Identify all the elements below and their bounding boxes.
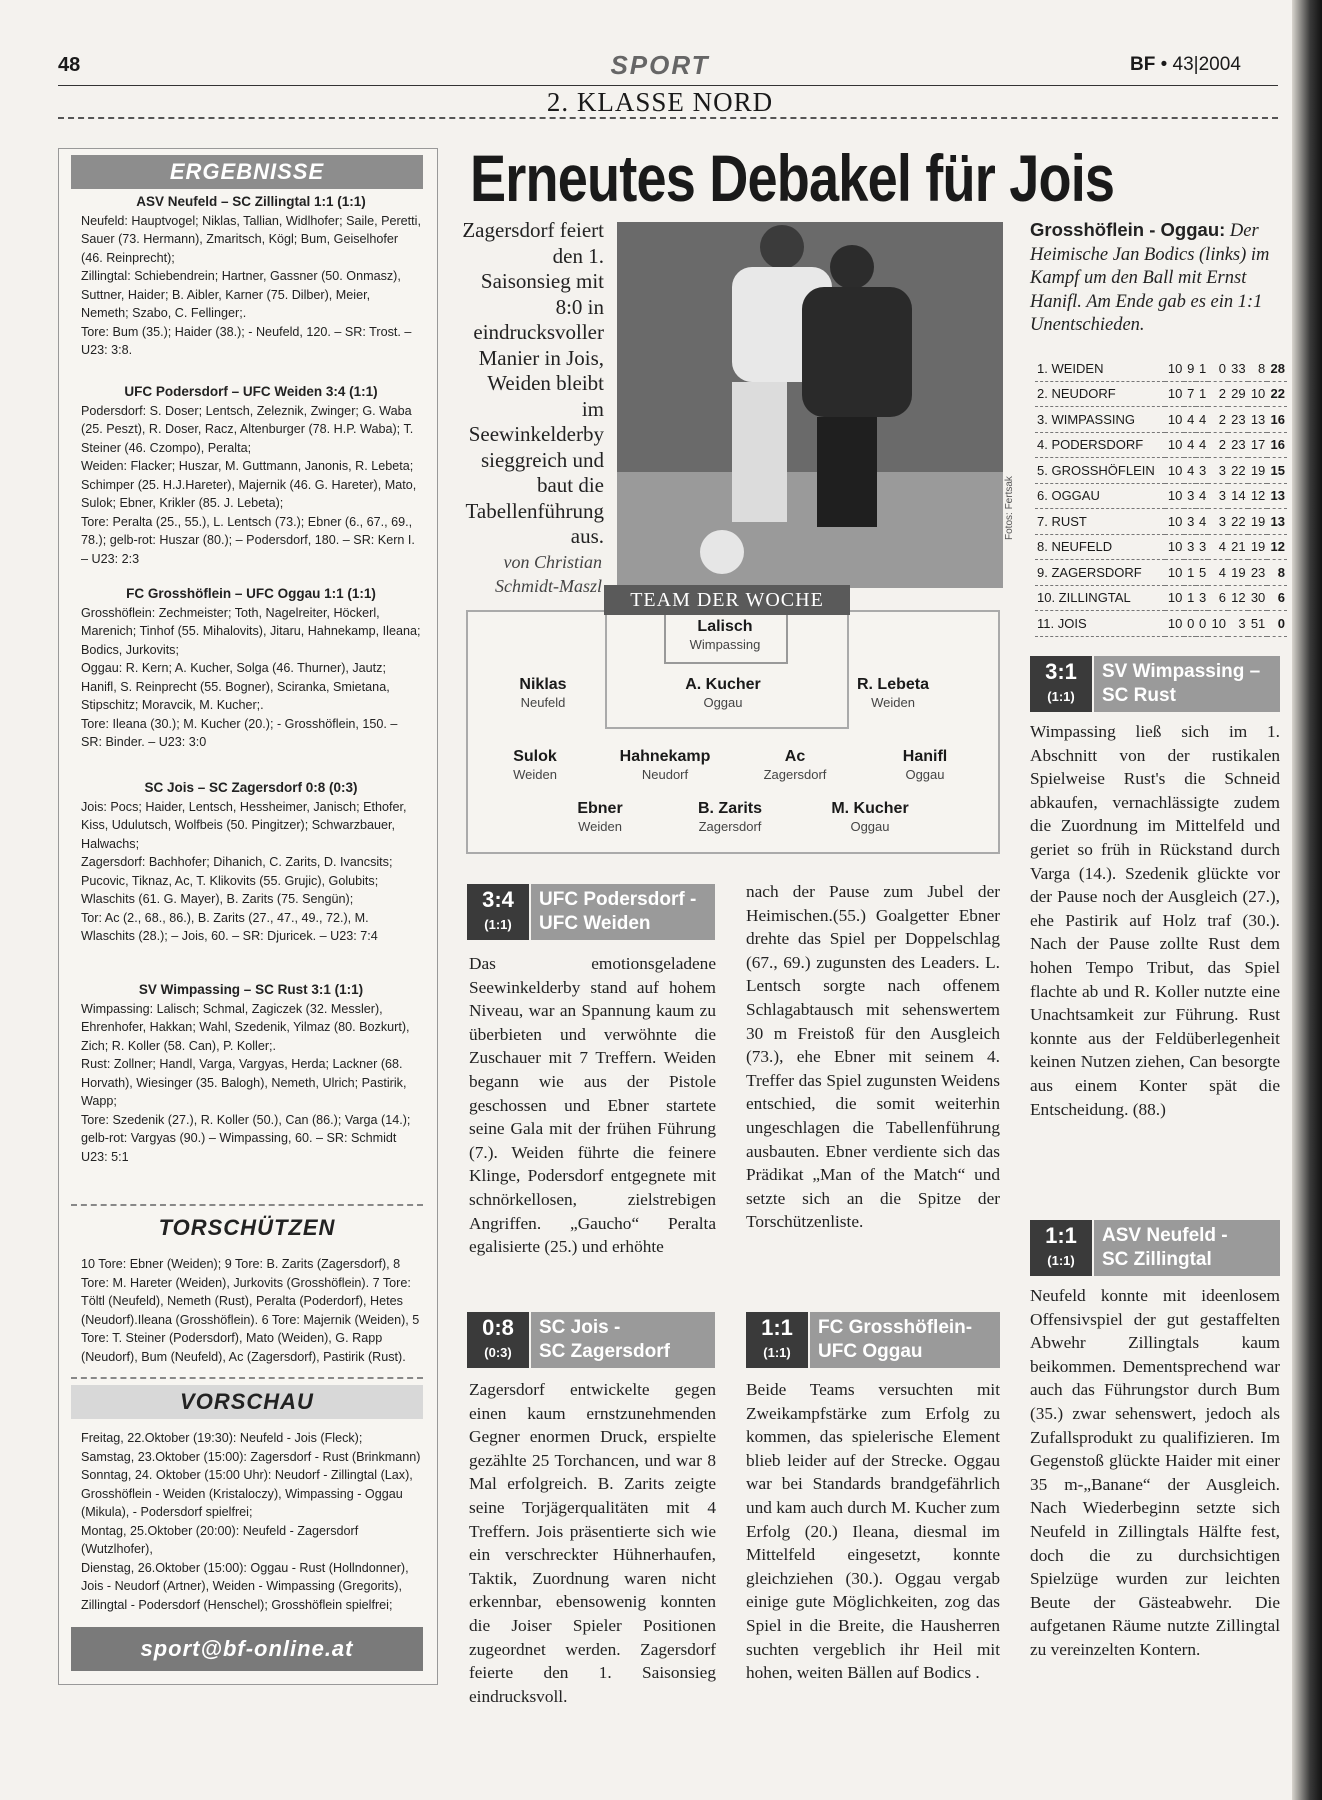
player-name: M. Kucher [831, 800, 909, 817]
stat-cell: 3 [1184, 534, 1196, 560]
stat-cell: 4 [1208, 560, 1228, 586]
match-teams [810, 1312, 1000, 1368]
preview-item: Dienstag, 26.Oktober (15:00): Oggau - Rust (Hollndonner), Jois - Neudorf (Artner), Weiden - Wimpassing (Gregorits), Zillingtal - Podersdorf (Henschel); Grosshöflein spielfrei; [81, 1560, 409, 1612]
points-cell: 16 [1267, 407, 1287, 433]
match-score-box [467, 1312, 529, 1368]
caption-lead: Grosshöflein - Oggau: [1030, 219, 1226, 240]
standings-table [1035, 356, 1287, 637]
team-cell: 3. WIMPASSING [1035, 407, 1165, 433]
issue-separator: • [1160, 54, 1168, 75]
player-slot [468, 676, 618, 712]
team-home: UFC Podersdorf - [539, 889, 697, 910]
stat-cell: 10 [1165, 458, 1185, 484]
match-report: Neufeld konnte mit ideenlosem Offensivspiel der gut gestaffelten Abwehr Zillingtals kaum beikommen. Dementsprechend war auch das Führungstor durch Bum (35.) zwar sehenswert, jedoch als Zufallsprodukt zu qualifizieren. Im Gegenstoß glückte Haider mit einer 35 m-„Banane“ der Ausgleich. Nach Wiederbeginn setzte sich Neufeld in Zillingtals Hälfte fest, doch die zu durchsichtigen Spielzüge wurden zur leichten Beute der Gästeabwehr. Die aufgetanen Räume nutzte Zillingtal zu vereinzelten Kontern. [1030, 1286, 1280, 1659]
match-teams [1094, 656, 1280, 712]
player-name: Hanifl [902, 748, 948, 765]
match-score: 3:1 [1045, 659, 1077, 684]
player-club: Zagersdorf [763, 767, 827, 782]
team-cell: 10. ZILLINGTAL [1035, 585, 1165, 611]
match-teams [531, 1312, 715, 1368]
result-line: Wimpassing: Lalisch; Schmal, Zagiczek (32. Messler), Ehrenhofer, Hakkan; Wahl, Szedenik, Yilmaz (80. Bozkurt), Zich; R. Koller (58. Can), P. Koller;. [81, 1001, 410, 1053]
player-slot [650, 618, 800, 654]
issue-info [1130, 54, 1241, 76]
player-slot [460, 748, 610, 784]
stat-cell: 29 [1228, 381, 1248, 407]
player-slot [795, 800, 945, 836]
result-line: Grosshöflein: Zechmeister; Toth, Nagelreiter, Höckerl, Marenich; Tinhof (55. Mihalovits), Jitaru, Hahnekamp, Ileana; Bodics, Jurkovits; [81, 605, 421, 657]
stat-cell: 3 [1184, 483, 1196, 509]
stat-cell: 1 [1196, 381, 1208, 407]
results-heading: ERGEBNISSE [71, 155, 423, 189]
stat-cell: 8 [1248, 356, 1268, 381]
match-report: Beide Teams versuchten mit Zweikampfstärke zum Erfolg zu kommen, das spielerische Element blieb leider auf der Strecke. Oggau war bei Standards brandgefährlich und kam auch durch M. Kucher zum Erfolg (20.) Ileana, diesmal im Mittelfeld eingesetzt, konnte gleichziehen (30.). Oggau vergab einige gute Möglichkeiten, zog das Spiel in die Breite, die Hausherren suchten vergeblich ihr Heil mit hohen, weiten Bällen auf Bodics . [746, 1380, 1000, 1683]
result-line: Oggau: R. Kern; A. Kucher, Solga (46. Thurner), Jautz; Hanifl, S. Reinprecht (55. Bogner), Sciranka, Smietana, Stipschitz; Moravcik, M. Kucher;. [81, 661, 390, 712]
player-club: Wimpassing [689, 637, 761, 652]
match-score: 1:1 [761, 1315, 793, 1340]
stat-cell: 10 [1165, 585, 1185, 611]
player-club: Weiden [578, 819, 622, 834]
match-score-box [746, 1312, 808, 1368]
points-cell: 28 [1267, 356, 1287, 381]
stat-cell: 10 [1208, 611, 1228, 637]
player-club: Oggau [905, 767, 945, 782]
stat-cell: 23 [1248, 560, 1268, 586]
result-block [81, 981, 421, 1166]
match-teams [1094, 1220, 1280, 1276]
points-cell: 6 [1267, 585, 1287, 611]
player-name: Ac [784, 748, 806, 765]
stat-cell: 4 [1208, 534, 1228, 560]
team-cell: 6. OGGAU [1035, 483, 1165, 509]
stat-cell: 21 [1228, 534, 1248, 560]
stat-cell: 4 [1184, 407, 1196, 433]
stat-cell: 22 [1228, 509, 1248, 535]
article-lead: Zagersdorf feiert den 1. Saisonsieg mit 8:0 in eindrucksvoller Manier in Jois, Weiden bleibt im Seewinkelderby sieggreich und baut die Tabellenführung aus. [462, 218, 604, 548]
stat-cell: 3 [1208, 483, 1228, 509]
stat-cell: 22 [1228, 458, 1248, 484]
player-club: Oggau [850, 819, 890, 834]
points-cell: 16 [1267, 432, 1287, 458]
points-cell: 0 [1267, 611, 1287, 637]
result-block [81, 383, 421, 568]
page-number: 48 [58, 54, 81, 76]
match-score-box [1030, 1220, 1092, 1276]
player-name: Sulok [513, 748, 557, 765]
points-cell: 22 [1267, 381, 1287, 407]
result-title: ASV Neufeld – SC Zillingtal 1:1 (1:1) [136, 194, 366, 209]
stat-cell: 10 [1165, 483, 1185, 509]
result-line: Weiden: Flacker; Huszar, M. Guttmann, Janonis, R. Lebeta; Schimper (25. H.J.Hareter), Majernik (46. G. Hareter), Mato, Sulok; Ebner, Krikler (85. J. Lebeta); [81, 459, 417, 510]
player-name: Ebner [577, 800, 623, 817]
standings-row [1035, 560, 1287, 586]
stat-cell: 3 [1208, 458, 1228, 484]
stat-cell: 19 [1248, 534, 1268, 560]
preview-item: Sonntag, 24. Oktober (15:00 Uhr): Neudorf - Zillingtal (Lax), Grosshöflein - Weiden (Kristaloczy), Wimpassing - Oggau (Mikula), - Podersdorf spielfrei; [81, 1468, 413, 1519]
stat-cell: 4 [1196, 432, 1208, 458]
player-slot [818, 676, 968, 712]
team-away: SC Zagersdorf [539, 1341, 670, 1362]
player-club: Weiden [513, 767, 557, 782]
stat-cell: 0 [1184, 611, 1196, 637]
stat-cell: 51 [1248, 611, 1268, 637]
match-score: 0:8 [482, 1315, 514, 1340]
caption-text: Der Heimische Jan Bodics (links) im Kampf um den Ball mit Ernst Hanifl. Am Ende gab es ein 1:1 Unentschieden. [1030, 221, 1270, 335]
team-cell: 4. PODERSDORF [1035, 432, 1165, 458]
issue-number: 43|2004 [1172, 54, 1241, 75]
match-header [1030, 1220, 1280, 1276]
stat-cell: 10 [1165, 509, 1185, 535]
stat-cell: 2 [1208, 407, 1228, 433]
stat-cell: 9 [1184, 356, 1196, 381]
issue-brand: BF [1130, 54, 1156, 75]
standings-row [1035, 483, 1287, 509]
result-line: Rust: Zollner; Handl, Varga, Vargyas, Herda; Lackner (68. Horvath), Wiesinger (35. Balogh), Nemeth, Ulrich; Pastirik, Wapp; [81, 1057, 407, 1108]
result-line: Podersdorf: S. Doser; Lentsch, Zeleznik, Zwinger; G. Waba (25. Peszt), R. Doser, Racz, Altenburger (78. H.P. Waba); T. Steiner (46. Czompo), Peralta; [81, 403, 414, 455]
stat-cell: 10 [1248, 381, 1268, 407]
player-club: Neudorf [641, 767, 689, 782]
stat-cell: 12 [1228, 585, 1248, 611]
match-header [467, 1312, 715, 1368]
player-slot [720, 748, 870, 784]
league-title: 2. KLASSE NORD [546, 87, 774, 117]
results-sidebar [58, 148, 438, 1685]
stat-cell: 19 [1248, 509, 1268, 535]
preview-item: Montag, 25.Oktober (20:00): Neufeld - Zagersdorf (Wutzlhofer), [81, 1523, 359, 1556]
team-of-week-title: TEAM DER WOCHE [604, 585, 850, 615]
player-name: Hahnekamp [619, 748, 711, 765]
player-slot [648, 676, 798, 712]
stat-cell: 23 [1228, 432, 1248, 458]
stat-cell: 10 [1165, 381, 1185, 407]
preview-item: Samstag, 23.Oktober (15:00): Zagersdorf - Rust (Brinkmann) [81, 1449, 421, 1464]
stat-cell: 30 [1248, 585, 1268, 611]
result-title: SV Wimpassing – SC Rust 3:1 (1:1) [138, 982, 364, 997]
player-club: Zagersdorf [698, 819, 762, 834]
match-report: Zagersdorf entwickelte gegen einen kaum ernstzunehmenden Gegner enormen Druck, erspielte gezählte 25 Torchancen, und war 8 Mal erfolgreich. B. Zarits zeigte seine Torjägerqualitäten mit 4 Treffern. Jois präsentierte sich wie ein verschreckter Hühnerhaufen, Taktik, Zuordnung waren nicht erkennbar, ebensowenig konnten die Joiser Spieler Positionen zugeordnet werden. Zagersdorf feierte den 1. Saisonsieg eindrucksvoll. [469, 1380, 716, 1706]
result-line: Tore: Szedenik (27.), R. Koller (50.), Can (86.); Varga (14.); gelb-rot: Vargyas (90.) – Wimpassing, 60. – SR: Schmidt U23: 5:1 [81, 1112, 411, 1164]
standings-row [1035, 432, 1287, 458]
stat-cell: 13 [1248, 407, 1268, 433]
team-cell: 7. RUST [1035, 509, 1165, 535]
standings-row [1035, 611, 1287, 637]
stat-cell: 10 [1165, 432, 1185, 458]
match-teams [531, 884, 715, 940]
match-header [467, 884, 715, 940]
team-away: UFC Oggau [818, 1341, 923, 1362]
points-cell: 12 [1267, 534, 1287, 560]
photo-credit: Fotos: Fertsak [1004, 476, 1015, 540]
stat-cell: 33 [1228, 356, 1248, 381]
stat-cell: 19 [1228, 560, 1248, 586]
team-away: UFC Weiden [539, 913, 651, 934]
standings-row [1035, 407, 1287, 433]
stat-cell: 5 [1196, 560, 1208, 586]
divider [71, 1377, 423, 1379]
article-byline: von Christian Schmidt-Maszl [495, 552, 602, 596]
stat-cell: 23 [1228, 407, 1248, 433]
stat-cell: 10 [1165, 560, 1185, 586]
stat-cell: 3 [1228, 611, 1248, 637]
match-header [746, 1312, 1000, 1368]
stat-cell: 10 [1165, 356, 1185, 381]
standings-row [1035, 458, 1287, 484]
match-report: Das emotionsgeladene Seewinkelderby stand auf hohem Niveau, war an Spannung kaum zu überbieten und verwöhnte die Zuschauer mit 7 Treffern. Weiden begann wie aus der Pistole geschossen und Ebner startete seine Gala mit der frühen Führung (7.). Weiden führte die feinere Klinge, Podersdorf entgegnete mit schnörkellosen, zielstrebigen Angriffen. „Gaucho“ Peralta egalisierte (25.) und erhöhte [469, 954, 716, 1257]
result-title: FC Grosshöflein – UFC Oggau 1:1 (1:1) [126, 586, 376, 601]
stat-cell: 19 [1248, 458, 1268, 484]
photo-caption [1030, 218, 1285, 338]
result-line: Jois: Pocs; Haider, Lentsch, Hessheimer, Janisch; Ethofer, Kiss, Udulutsch, Wolfbeis (50. Pingitzer); Schwarzbauer, Halwachs; [81, 799, 407, 851]
stat-cell: 3 [1208, 509, 1228, 535]
standings-row [1035, 381, 1287, 407]
result-title: UFC Podersdorf – UFC Weiden 3:4 (1:1) [124, 384, 378, 399]
match-score-box [1030, 656, 1092, 712]
stat-cell: 2 [1208, 381, 1228, 407]
result-line: Zillingtal: Schiebendrein; Hartner, Gassner (50. Onmasz), Suttner, Haider; B. Aibler, Karner (75. Dilber), Meier, Nemeth; Szabo, C. Fellinger;. [81, 269, 401, 320]
points-cell: 8 [1267, 560, 1287, 586]
page-binding-shadow [1292, 0, 1322, 1800]
stat-cell: 1 [1184, 560, 1196, 586]
halftime-score: (1:1) [484, 917, 512, 932]
result-line: Neufeld: Hauptvogel; Niklas, Tallian, Widlhofer; Saile, Peretti, Sauer (73. Hermann), Zmaritsch, Kögl; Bum, Geiselhofer (46. Reinprecht); [81, 213, 421, 265]
player-name: Lalisch [697, 618, 753, 635]
stat-cell: 3 [1196, 534, 1208, 560]
match-score: 3:4 [482, 887, 514, 912]
team-cell: 2. NEUDORF [1035, 381, 1165, 407]
player-club: Oggau [703, 695, 743, 710]
standings-row [1035, 509, 1287, 535]
player-slot [525, 800, 675, 836]
stat-cell: 0 [1196, 611, 1208, 637]
result-title: SC Jois – SC Zagersdorf 0:8 (0:3) [144, 780, 358, 795]
email-link[interactable]: sport@bf-online.at [71, 1627, 423, 1671]
team-home: ASV Neufeld - [1102, 1225, 1228, 1246]
match-score: 1:1 [1045, 1223, 1077, 1248]
stat-cell: 10 [1165, 407, 1185, 433]
result-line: Zagersdorf: Bachhofer; Dihanich, C. Zarits, D. Ivancsits; Pucovic, Tiknaz, Ac, T. Klikovits (55. Grujic), Golubits; Wlaschits (61. G. Mayer), B. Zarits (75. Sengün); [81, 855, 393, 906]
result-line: Tore: Peralta (25., 55.), L. Lentsch (73.); Ebner (6., 67., 69., 78.); gelb-rot: Huszar (80.); – Podersdorf, 180. – SR: Kern I. – U23: 2:3 [81, 514, 415, 566]
stat-cell: 14 [1228, 483, 1248, 509]
points-cell: 15 [1267, 458, 1287, 484]
match-report: Wimpassing ließ sich im 1. Abschnitt von der rustikalen Spielweise Rust's die Schneid abkaufen, vernachlässigte zudem die Zuordnung im Mittelfeld und geriet so früh in Rückstand durch Varga (14.). Szedenik glückte vor der Pause noch der Ausgleich (27.), ehe Pastirik auf Holz traf (30.). Nach der Pause zollte Rust dem hohen Tempo Tribut, das Spiel flachte ab und R. Koller nutzte eine Unachtsamkeit zur Führung. Rust konnte aus der Feldüberlegenheit keinen Nutzen ziehen, Can besorgte aus einem Konter spät die Entscheidung. (88.) [1030, 722, 1280, 1119]
stat-cell: 4 [1184, 458, 1196, 484]
section-title: SPORT [610, 50, 710, 80]
team-home: SV Wimpassing – [1102, 661, 1261, 682]
article-headline: Erneutes Debakel für Jois [470, 141, 1115, 215]
result-line: Tor: Ac (2., 68., 86.), B. Zarits (27., 47., 49., 72.), M. Wlaschits (28.); – Jois, 60. – SR: Djuricek. – U23: 7:4 [81, 910, 378, 943]
result-block [81, 585, 421, 752]
stat-cell: 12 [1248, 483, 1268, 509]
stat-cell: 4 [1196, 407, 1208, 433]
stat-cell: 4 [1196, 483, 1208, 509]
player-slot [850, 748, 1000, 784]
halftime-score: (1:1) [763, 1345, 791, 1360]
stat-cell: 4 [1184, 432, 1196, 458]
stat-cell: 4 [1196, 509, 1208, 535]
team-cell: 1. WEIDEN [1035, 356, 1165, 381]
standings-row [1035, 534, 1287, 560]
team-cell: 9. ZAGERSDORF [1035, 560, 1165, 586]
stat-cell: 7 [1184, 381, 1196, 407]
scorers-heading: TORSCHÜTZEN [158, 1215, 336, 1240]
stat-cell: 10 [1165, 611, 1185, 637]
stat-cell: 1 [1196, 356, 1208, 381]
header-rule [58, 85, 1278, 86]
player-name: A. Kucher [685, 676, 761, 693]
result-block [81, 779, 421, 946]
match-report-continued: nach der Pause zum Jubel der Heimischen.(55.) Goalgetter Ebner drehte das Spiel per Doppelschlag (67., 69.) zugunsten des Leaders. L. Lentsch sorgte nach offenem Schlagabtausch mit sehenswertem 30 m Freistoß für den Ausgleich (73.), ehe Ebner mit seinem 4. Treffer das Spiel zugunsten Weidens entschied, die somit weiterhin ungeschlagen die Tabellenführung ausbauten. Ebner verdiente sich das Prädikat „Man of the Match“ und setzte sich an die Spitze der Torschützenliste. [746, 882, 1000, 1232]
header-dashed-rule [58, 117, 1278, 119]
result-block [81, 193, 421, 360]
team-cell: 5. GROSSHÖFLEIN [1035, 458, 1165, 484]
preview-heading: VORSCHAU [71, 1385, 423, 1419]
match-score-box [467, 884, 529, 940]
player-name: Niklas [519, 676, 567, 693]
team-home: SC Jois - [539, 1317, 621, 1338]
team-cell: 8. NEUFELD [1035, 534, 1165, 560]
standings-row [1035, 585, 1287, 611]
stat-cell: 0 [1208, 356, 1228, 381]
stat-cell: 17 [1248, 432, 1268, 458]
stat-cell: 6 [1208, 585, 1228, 611]
stat-cell: 3 [1196, 585, 1208, 611]
player-slot [590, 748, 740, 784]
scorers-text: 10 Tore: Ebner (Weiden); 9 Tore: B. Zarits (Zagersdorf), 8 Tore: M. Hareter (Weiden), Jurkovits (Grosshöflein). 7 Tore: Töltl (Neufeld), Nemeth (Rust), Peralta (Poderdorf), Hetes (Neudorf).Ileana (Grosshöflein). 6 Tore: Majernik (Weiden), 5 Tore: T. Steiner (Podersdorf), Mato (Weiden), G. Rapp (Neudorf), Bum (Neufeld), Ac (Zagersdorf), Pastirik (Rust). [81, 1257, 420, 1364]
halftime-score: (1:1) [1047, 689, 1075, 704]
team-away: SC Rust [1102, 685, 1176, 706]
stat-cell: 2 [1208, 432, 1228, 458]
halftime-score: (0:3) [484, 1345, 512, 1360]
points-cell: 13 [1267, 483, 1287, 509]
player-slot [655, 800, 805, 836]
stat-cell: 10 [1165, 534, 1185, 560]
player-club: Weiden [871, 695, 915, 710]
player-name: R. Lebeta [856, 676, 929, 693]
preview-item: Freitag, 22.Oktober (19:30): Neufeld - Jois (Fleck); [81, 1431, 363, 1445]
preview-list [81, 1429, 421, 1614]
player-club: Neufeld [520, 695, 566, 710]
player-name: B. Zarits [697, 800, 762, 817]
match-photo [617, 222, 1003, 588]
result-line: Tore: Bum (35.); Haider (38.); - Neufeld, 120. – SR: Trost. – U23: 3:8. [81, 324, 412, 357]
players-illustration [617, 222, 1003, 588]
team-away: SC Zillingtal [1102, 1249, 1212, 1270]
points-cell: 13 [1267, 509, 1287, 535]
stat-cell: 3 [1196, 458, 1208, 484]
standings-row [1035, 356, 1287, 381]
team-cell: 11. JOIS [1035, 611, 1165, 637]
divider [71, 1204, 423, 1206]
result-line: Tore: Ileana (30.); M. Kucher (20.); - Grosshöflein, 150. – SR: Binder. – U23: 3:0 [81, 716, 398, 749]
match-header [1030, 656, 1280, 712]
halftime-score: (1:1) [1047, 1253, 1075, 1268]
team-home: FC Grosshöflein- [818, 1317, 973, 1338]
stat-cell: 3 [1184, 509, 1196, 535]
stat-cell: 1 [1184, 585, 1196, 611]
